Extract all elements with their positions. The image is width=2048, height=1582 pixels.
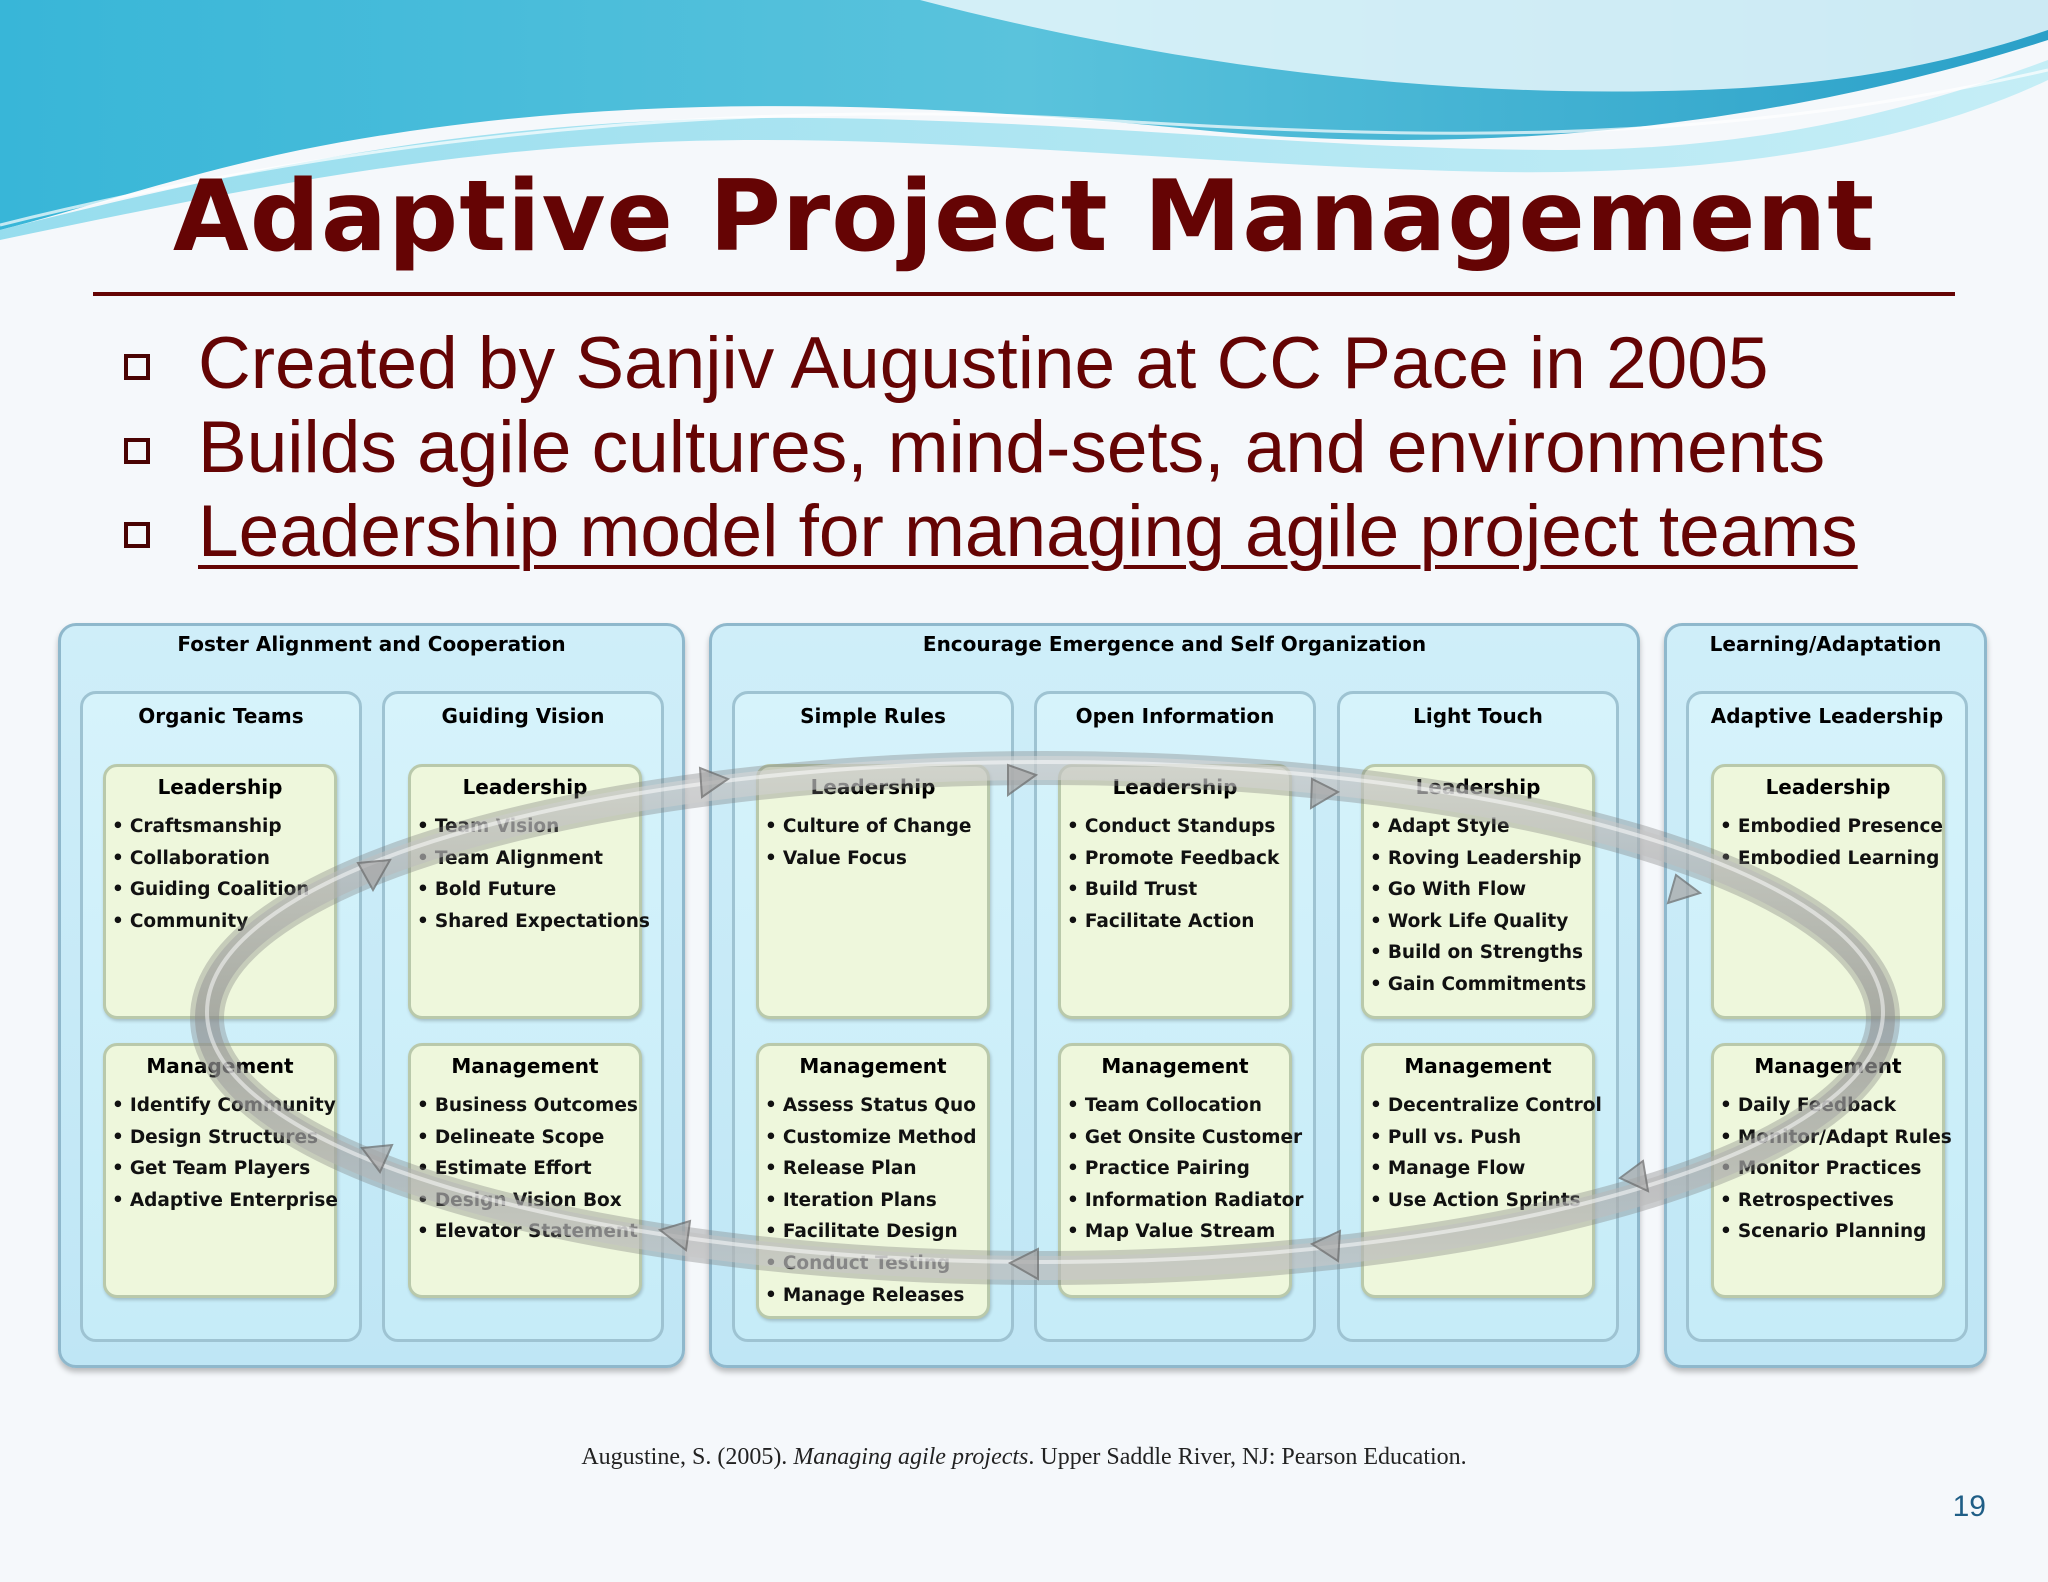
card-title: Leadership <box>810 775 936 799</box>
list-item: • Customize Method <box>765 1122 987 1154</box>
list-item: • Adapt Style <box>1370 811 1592 843</box>
card-item-list <box>1061 811 1289 937</box>
card-title: Management <box>1754 1054 1902 1078</box>
list-item: • Use Action Sprints <box>1370 1185 1592 1217</box>
management-card <box>1058 1043 1304 1298</box>
card-title: Management <box>1404 1054 1552 1078</box>
card-item-list <box>759 811 987 874</box>
management-card <box>103 1043 337 1298</box>
card-item-list <box>1714 1090 1952 1248</box>
list-item: • Community <box>112 906 334 938</box>
list-item: • Build on Strengths <box>1370 937 1592 969</box>
management-card <box>1361 1043 1602 1298</box>
card-title: Management <box>799 1054 947 1078</box>
citation <box>0 1444 2048 1471</box>
column-light-touch <box>1337 691 1619 1342</box>
card-title: Management <box>146 1054 294 1078</box>
list-item: • Adaptive Enterprise <box>112 1185 334 1217</box>
list-item: • Bold Future <box>417 874 639 906</box>
list-item: • Facilitate Design <box>765 1216 987 1248</box>
list-item: • Team Vision <box>417 811 639 843</box>
column-title: Open Information <box>1075 704 1275 728</box>
list-item: • Pull vs. Push <box>1370 1122 1592 1154</box>
list-item: • Guiding Coalition <box>112 874 334 906</box>
group-title: Learning/Adaptation <box>1709 632 1942 656</box>
list-item: • Team Collocation <box>1067 1090 1289 1122</box>
list-item: • Information Radiator <box>1067 1185 1289 1217</box>
card-item-list <box>1061 1090 1304 1248</box>
column-organic-teams <box>80 691 362 1342</box>
column-title: Organic Teams <box>138 704 304 728</box>
list-item: • Embodied Learning <box>1720 843 1942 875</box>
management-card <box>1711 1043 1952 1298</box>
card-item-list <box>1364 1090 1602 1216</box>
card-title: Leadership <box>462 775 588 799</box>
card-item-list <box>106 811 334 937</box>
list-item: • Conduct Testing <box>765 1248 987 1280</box>
bullet-text: Leadership model for managing agile project teams <box>198 491 1858 572</box>
leadership-card <box>1711 764 1945 1019</box>
list-item: • Iteration Plans <box>765 1185 987 1217</box>
slide-title: Adaptive Project Management <box>172 160 1876 274</box>
card-title: Leadership <box>1765 775 1891 799</box>
list-item: • Delineate Scope <box>417 1122 639 1154</box>
list-item: • Release Plan <box>765 1153 987 1185</box>
list-item: • Get Team Players <box>112 1153 334 1185</box>
leadership-card <box>408 764 650 1019</box>
list-item: • Shared Expectations <box>417 906 639 938</box>
leadership-card <box>1361 764 1595 1019</box>
card-title: Leadership <box>157 775 283 799</box>
list-item: • Facilitate Action <box>1067 906 1289 938</box>
list-item: • Identify Community <box>112 1090 334 1122</box>
citation-book-title: Managing agile projects <box>793 1444 1029 1470</box>
card-title: Leadership <box>1112 775 1238 799</box>
card-title: Leadership <box>1415 775 1541 799</box>
list-item: • Roving Leadership <box>1370 843 1592 875</box>
list-item: • Culture of Change <box>765 811 987 843</box>
list-item: • Embodied Presence <box>1720 811 1942 843</box>
card-item-list <box>1364 811 1592 1001</box>
list-item: • Design Vision Box <box>417 1185 639 1217</box>
list-item: • Retrospectives <box>1720 1185 1942 1217</box>
list-item: • Value Focus <box>765 843 987 875</box>
column-guiding-vision <box>382 691 664 1342</box>
list-item: • Elevator Statement <box>417 1216 639 1248</box>
card-item-list <box>411 1090 639 1248</box>
list-item: • Get Onsite Customer <box>1067 1122 1289 1154</box>
card-item-list <box>106 1090 338 1216</box>
list-item: • Monitor Practices <box>1720 1153 1942 1185</box>
group-title: Foster Alignment and Cooperation <box>177 632 566 656</box>
citation-publisher: . Upper Saddle River, NJ: Pearson Education. <box>1028 1444 1467 1470</box>
bullet-text: Builds agile cultures, mind-sets, and environments <box>198 407 1826 488</box>
column-title: Guiding Vision <box>441 704 605 728</box>
leadership-card <box>1058 764 1292 1019</box>
column-simple-rules <box>732 691 1014 1342</box>
column-adaptive-leadership <box>1686 691 1968 1342</box>
citation-authors: Augustine, S. (2005). <box>581 1444 794 1470</box>
card-item-list <box>411 811 650 937</box>
list-item: • Business Outcomes <box>417 1090 639 1122</box>
card-item-list <box>1714 811 1942 874</box>
list-item: • Team Alignment <box>417 843 639 875</box>
list-item: • Build Trust <box>1067 874 1289 906</box>
list-item: • Collaboration <box>112 843 334 875</box>
list-item: • Map Value Stream <box>1067 1216 1289 1248</box>
list-item: • Estimate Effort <box>417 1153 639 1185</box>
page-number: 19 <box>1952 1490 1986 1523</box>
list-item: • Work Life Quality <box>1370 906 1592 938</box>
management-card <box>756 1043 990 1319</box>
card-title: Management <box>1101 1054 1249 1078</box>
list-item: • Gain Commitments <box>1370 969 1592 1001</box>
list-item: • Monitor/Adapt Rules <box>1720 1122 1942 1154</box>
column-title: Adaptive Leadership <box>1710 704 1944 728</box>
column-open-information <box>1034 691 1316 1342</box>
list-item: • Manage Releases <box>765 1280 987 1312</box>
list-item: • Promote Feedback <box>1067 843 1289 875</box>
card-title: Management <box>451 1054 599 1078</box>
card-item-list <box>759 1090 987 1311</box>
list-item: • Practice Pairing <box>1067 1153 1289 1185</box>
list-item: • Conduct Standups <box>1067 811 1289 843</box>
group-title: Encourage Emergence and Self Organization <box>922 632 1427 656</box>
list-item: • Craftsmanship <box>112 811 334 843</box>
list-item: • Design Structures <box>112 1122 334 1154</box>
column-title: Simple Rules <box>800 704 946 728</box>
list-item: • Go With Flow <box>1370 874 1592 906</box>
bullet-text: Created by Sanjiv Augustine at CC Pace in 2005 <box>198 323 1769 404</box>
leadership-card <box>756 764 990 1019</box>
leadership-card <box>103 764 337 1019</box>
list-item: • Assess Status Quo <box>765 1090 987 1122</box>
list-item: • Manage Flow <box>1370 1153 1592 1185</box>
column-title: Light Touch <box>1413 704 1543 728</box>
list-item: • Daily Feedback <box>1720 1090 1942 1122</box>
list-item: • Scenario Planning <box>1720 1216 1942 1248</box>
management-card <box>408 1043 642 1298</box>
list-item: • Decentralize Control <box>1370 1090 1592 1122</box>
